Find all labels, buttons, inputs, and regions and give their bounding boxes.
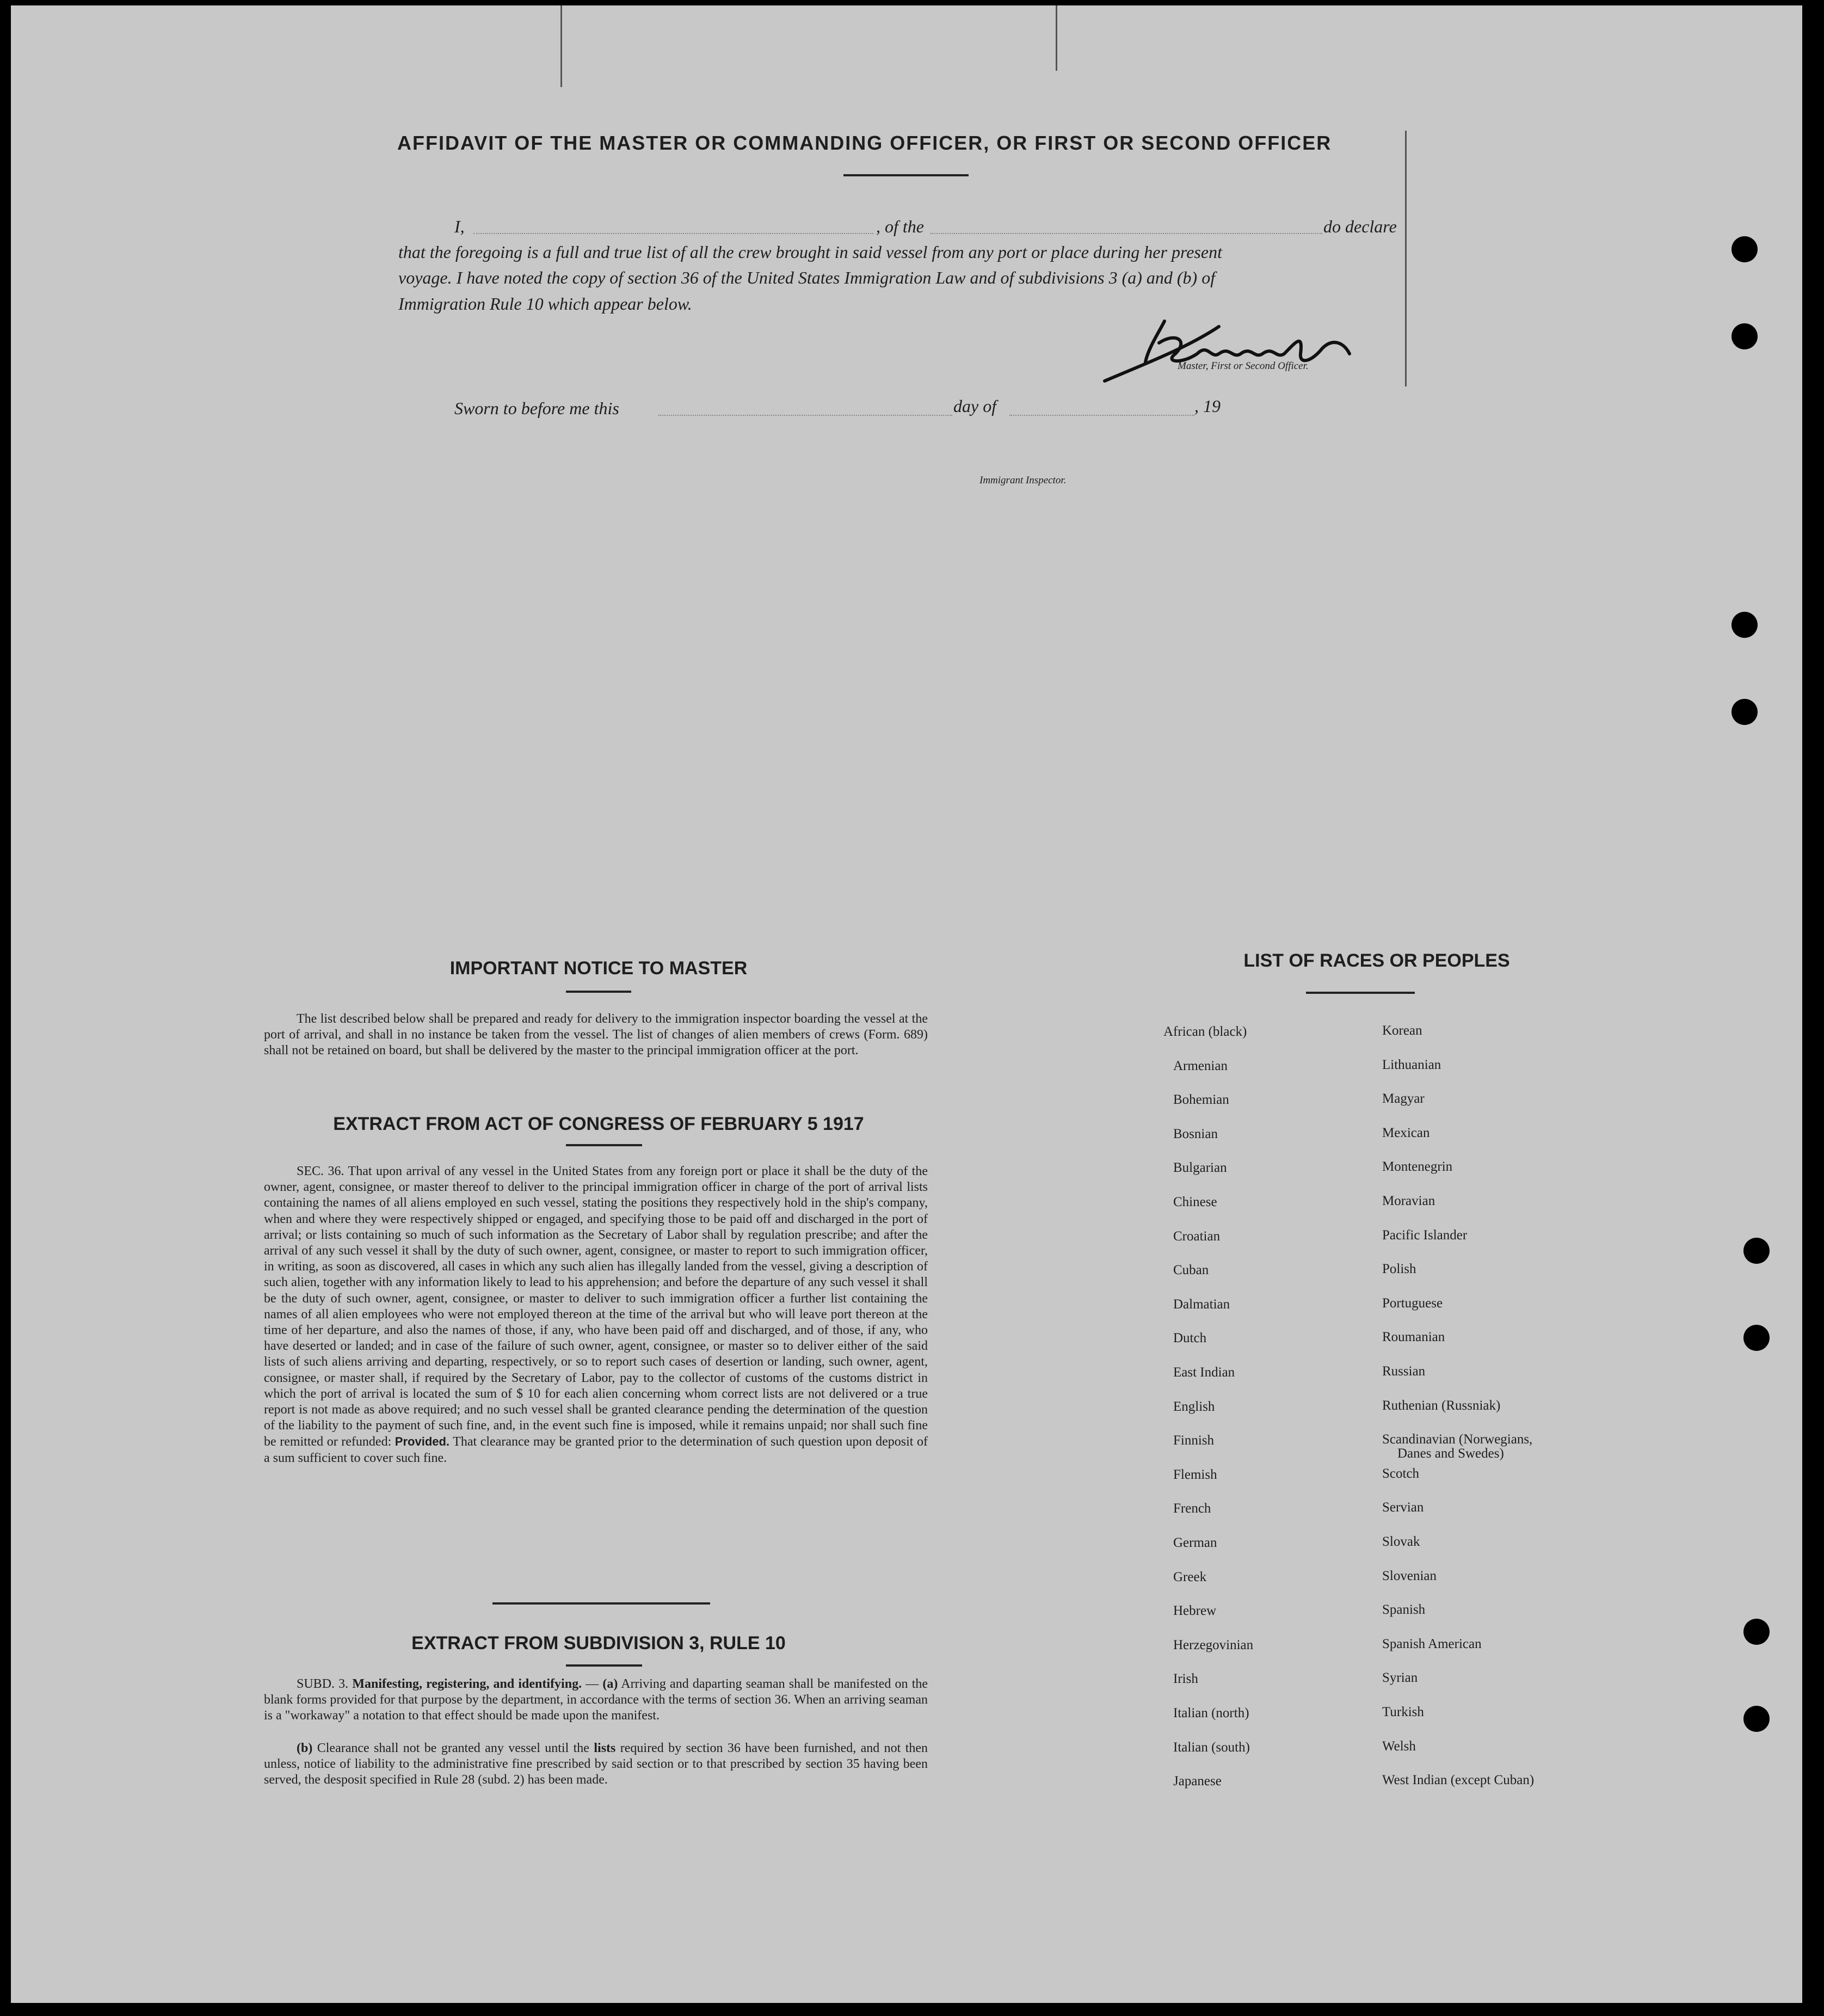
signature-image	[1094, 310, 1398, 392]
race-item: German	[1173, 1535, 1217, 1550]
race-item: Flemish	[1173, 1467, 1217, 1482]
title-underline	[843, 174, 969, 176]
race-item: Dutch	[1173, 1331, 1207, 1346]
rule-b-lists: lists	[594, 1741, 616, 1755]
affidavit-line-2: that the foregoing is a full and true list of all the crew brought in said vessel from any port or place during her present	[398, 242, 1222, 262]
race-item: Turkish	[1382, 1705, 1424, 1719]
race-item: Japanese	[1173, 1774, 1222, 1789]
rule-subd-heading: Manifesting, registering, and identifying.	[352, 1677, 582, 1691]
race-item: Greek	[1173, 1569, 1207, 1584]
punch-hole	[1731, 323, 1758, 349]
act-text-after: That clearance may be granted prior to the determination of such question upon deposit of a sum sufficient to cover such fine.	[264, 1435, 928, 1465]
race-item-continuation: Danes and Swedes)	[1397, 1446, 1504, 1461]
race-item: Herzegovinian	[1173, 1637, 1254, 1652]
signature-caption: Master, First or Second Officer.	[1178, 360, 1309, 372]
race-item: Italian (north)	[1173, 1706, 1249, 1720]
affidavit-of-the-label: , of the	[876, 217, 924, 236]
rule-b-text-2: required by section 36 have been furnished, and not then unless, notice of liability to the administrative fine prescribed by said section or to that prescribed by section 35 having been served, the desposit specified in Rule 28 (subd. 2) has been made.	[264, 1741, 928, 1787]
act-text-before: SEC. 36. That upon arrival of any vessel in the United States from any foreign port or place it shall be the duty of the owner, agent, consignee, or master thereof to deliver to the principal immigration officer in charge of the port of arrival lists containing the names of all aliens employed en such vessel, stating the positions they respectively hold in the ship's company, when and where they were respectively shipped or engaged, and specifying those to be paid off and discharged in the port of arrival; or lists containing so much of such information as the Secretary of Labor shall by regulation prescribe; and after the arrival of any such vessel it shall by the duty of such owner, agent, consignee, or master to report to such immigration officer, in writing, as soon as discovered, all cases in which any such alien has illegally landed from the vessel, giving a description of such alien, together with any information likely to lead to his apprehension; and before the departure of any such vessel it shall be the duty of such owner, agent, consignee, or master to deliver to such immigration officer a further list containing the names of all alien employees who were not employed thereon at the time of the arrival but who will leave port thereon at the time of her departure, and also the names of those, if any, who have been paid off and discharged, and of those, if any, who have deserted or landed; and in case of the failure of such owner, agent, consignee, or master so to deliver either of the said lists of such aliens arriving and departing, respectively, or so to report such cases of desertion or landing, such owner, agent, consignee, or master shall, if required by the Secretary of Labor, pay to the collector of customs of the customs district in which the port of arrival is located the sum of $ 10 for each alien concerning whom correct lists are not delivered or a true report is not made as above required; and no such vessel shall be granted clearance pending the determination of the question of the liability to the payment of such fine, and, in the event such fine is imposed, while it remains unpaid; nor shall such fine be remitted or refunded:	[264, 1164, 928, 1449]
month-blank	[1009, 415, 1194, 416]
document-page	[11, 5, 1802, 2003]
race-item: Syrian	[1382, 1670, 1418, 1686]
affidavit-i-label: I,	[454, 217, 465, 236]
act-underline	[566, 1144, 642, 1146]
race-item: Mexican	[1382, 1125, 1430, 1140]
scan-mark	[1056, 5, 1057, 71]
affidavit-line-3: voyage. I have noted the copy of section 36 of the United States Immigration Law and of subdivisions 3 (a) and (b) of	[398, 268, 1216, 287]
race-item: Spanish	[1382, 1602, 1426, 1618]
act-title: EXTRACT FROM ACT OF CONGRESS OF FEBRUARY 5 1917	[333, 1114, 864, 1134]
rule-underline	[566, 1664, 642, 1667]
race-item: Roumanian	[1382, 1330, 1445, 1345]
act-section-36-text	[264, 1164, 928, 1466]
punch-hole	[1743, 1325, 1770, 1351]
races-underline	[1306, 992, 1415, 994]
year-label: , 19	[1194, 396, 1221, 416]
rule-b-text-1: Clearance shall not be granted any vessel until the	[317, 1741, 589, 1755]
race-item: Slovak	[1382, 1534, 1420, 1549]
race-item: Polish	[1382, 1262, 1416, 1277]
race-item: English	[1173, 1399, 1215, 1414]
rule-a-text: Arriving and daparting seaman shall be manifested on the blank forms provided for that purpose by the department, in accordance with the terms of section 36. When an arriving seaman is a "workaway" a notation to that effect should be made upon the manifest.	[264, 1677, 928, 1723]
punch-hole	[1731, 699, 1758, 725]
rule-subd-b-text	[264, 1741, 928, 1788]
scan-mark	[560, 5, 562, 87]
vessel-blank	[931, 233, 1322, 234]
affidavit-title: AFFIDAVIT OF THE MASTER OR COMMANDING OFFICER, OR FIRST OR SECOND OFFICER	[397, 132, 1332, 154]
rule-title: EXTRACT FROM SUBDIVISION 3, RULE 10	[411, 1633, 786, 1654]
name-blank	[473, 233, 873, 234]
race-item: Korean	[1382, 1023, 1422, 1038]
sworn-day-blank	[658, 415, 952, 416]
race-item: Welsh	[1382, 1738, 1416, 1754]
rule-subd-label: SUBD. 3.	[297, 1677, 349, 1691]
race-item: Scandinavian (Norwegians,	[1382, 1432, 1533, 1447]
race-item: Magyar	[1382, 1091, 1425, 1107]
race-item: Russian	[1382, 1364, 1426, 1379]
rule-dash: —	[582, 1677, 603, 1691]
race-item: Scotch	[1382, 1466, 1420, 1481]
race-item: Montenegrin	[1382, 1159, 1453, 1175]
race-item: East Indian	[1173, 1365, 1235, 1380]
race-item: Hebrew	[1173, 1603, 1217, 1619]
inspector-caption: Immigrant Inspector.	[979, 475, 1067, 486]
race-item: Dalmatian	[1173, 1296, 1230, 1312]
race-item: Moravian	[1382, 1194, 1435, 1208]
notice-text: The list described below shall be prepared and ready for delivery to the immigration inspector boarding the vessel at the port of arrival, and shall in no instance be taken from the vessel. The list of changes of alien members of crews (Form. 689) shall not be retained on board, but shall be delivered by the master to the principal immigration officer at the port.	[264, 1012, 928, 1058]
race-item: Irish	[1173, 1671, 1198, 1687]
affidavit-line-4: Immigration Rule 10 which appear below.	[398, 294, 692, 314]
punch-hole	[1743, 1706, 1770, 1732]
race-item: Servian	[1382, 1500, 1424, 1515]
races-title: LIST OF RACES OR PEOPLES	[1243, 950, 1510, 971]
race-item: Bohemian	[1173, 1092, 1229, 1108]
race-item: Portuguese	[1382, 1295, 1443, 1311]
race-item: Lithuanian	[1382, 1057, 1441, 1072]
act-provided-word: Provided.	[395, 1435, 450, 1449]
race-item: Italian (south)	[1173, 1740, 1250, 1755]
race-item: Finnish	[1173, 1433, 1215, 1448]
punch-hole	[1743, 1238, 1770, 1264]
rule-a-label: (a)	[602, 1677, 618, 1691]
rule-b-label: (b)	[297, 1741, 313, 1755]
section-divider	[492, 1602, 710, 1605]
race-item: Ruthenian (Russniak)	[1382, 1398, 1501, 1413]
race-item: Pacific Islander	[1382, 1227, 1468, 1243]
race-item: Cuban	[1173, 1263, 1209, 1278]
affidavit-do-declare-label: do declare	[1323, 217, 1397, 236]
punch-hole	[1731, 236, 1758, 262]
notice-title: IMPORTANT NOTICE TO MASTER	[449, 958, 748, 979]
race-item: Chinese	[1173, 1195, 1217, 1209]
race-item: French	[1173, 1501, 1211, 1516]
race-item: Slovenian	[1382, 1568, 1437, 1583]
race-item: West Indian (except Cuban)	[1382, 1773, 1535, 1788]
notice-underline	[566, 991, 631, 993]
race-item: African (black)	[1163, 1024, 1247, 1039]
rule-subd-a-text	[264, 1676, 928, 1724]
race-item: Croatian	[1173, 1228, 1221, 1244]
punch-hole	[1731, 612, 1758, 638]
punch-hole	[1743, 1619, 1770, 1645]
race-item: Spanish American	[1382, 1636, 1482, 1651]
race-item: Bosnian	[1173, 1126, 1218, 1141]
sworn-label: Sworn to before me this	[454, 398, 619, 418]
race-item: Armenian	[1173, 1058, 1228, 1073]
day-of-label: day of	[953, 396, 997, 416]
race-item: Bulgarian	[1173, 1160, 1227, 1176]
